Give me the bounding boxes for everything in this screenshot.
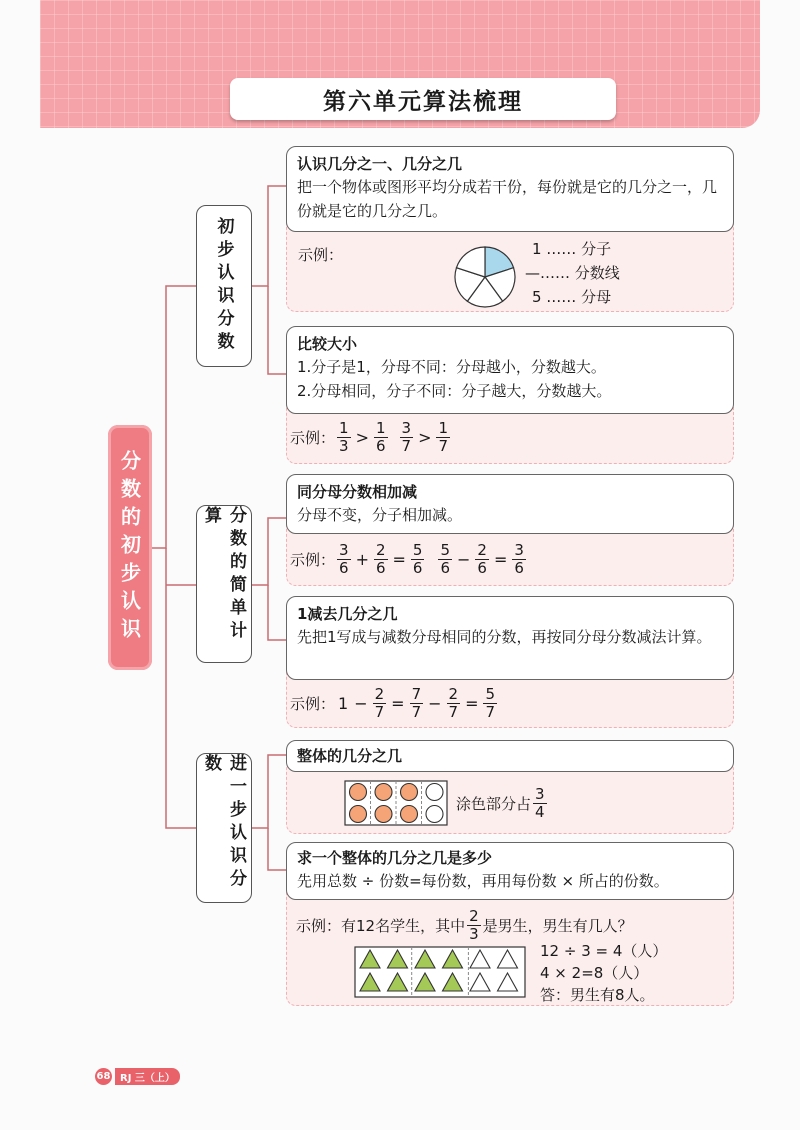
fraction: $\frac{7}{7}$ (411, 685, 422, 721)
card-2-line-1: 1.分子是1，分母不同：分母越小，分数越大。 (297, 358, 606, 376)
branch-node-1 (196, 205, 252, 367)
dot-circle (375, 806, 392, 823)
fraction: $\frac{1}{3}$ (339, 419, 349, 455)
dot-circle (350, 806, 367, 823)
answer-text: 答：男生有8人。 (540, 986, 655, 1004)
branch-node-2 (196, 505, 252, 663)
greater-than-sign: > (355, 428, 369, 447)
fraction: $\frac{3}{4}$ (535, 785, 545, 821)
denominator-label: 5 …… 分母 (532, 288, 612, 306)
example-4-expression (290, 686, 499, 721)
page-number: 68 (95, 1068, 112, 1085)
minus-sign: − (457, 550, 471, 569)
triangle-grid-diagram (354, 946, 526, 998)
calc-step-1: 12 ÷ 3 = 4（人） (540, 942, 668, 960)
root-node (108, 425, 152, 670)
fraction: $\frac{3}{7}$ (401, 419, 412, 455)
card-6-heading: 求一个整体的几分之几是多少 (297, 849, 493, 867)
fraction-line-label: —…… 分数线 (525, 264, 620, 282)
page-title: 第六单元算法梳理 (323, 88, 523, 115)
dot-circle (426, 784, 443, 801)
card-3-text: 分母不变，分子相加减。 (297, 506, 463, 524)
card-2-heading: 比较大小 (297, 335, 358, 353)
page-footer (95, 1068, 180, 1085)
pie-fraction-diagram (452, 244, 518, 310)
shaded-part-text: 涂色部分占 (456, 795, 532, 813)
example-2-expression (290, 420, 452, 455)
root-node-label: 分数的初步认识 (117, 449, 142, 646)
example-4-prefix: 示例： (290, 695, 336, 713)
number-one: 1 (338, 694, 349, 713)
fraction: $\frac{1}{6}$ (375, 419, 386, 455)
shaded-fraction-statement (456, 786, 549, 821)
concept-card-1 (286, 146, 734, 232)
equals-sign: = (391, 694, 405, 713)
concept-card-2 (286, 326, 734, 414)
concept-card-4 (286, 596, 734, 680)
fraction: $\frac{2}{3}$ (469, 907, 479, 943)
calc-step-2: 4 × 2=8（人） (540, 964, 649, 982)
fraction: $\frac{2}{7}$ (374, 685, 385, 721)
fraction: $\frac{3}{6}$ (339, 541, 349, 577)
dot-grid-diagram (344, 780, 448, 826)
fraction: $\frac{5}{6}$ (412, 541, 423, 577)
branch-node-3 (196, 753, 252, 903)
equals-sign: = (465, 694, 479, 713)
example-6-question-start: 示例：有12名学生，其中 (296, 917, 466, 935)
minus-sign: − (428, 694, 442, 713)
card-1-text: 把一个物体或图形平均分成若干份，每份就是它的几分之一，几份就是它的几分之几。 (297, 178, 718, 220)
branch-node-1-label: 初步认识分数 (213, 217, 234, 355)
book-label: RJ 三（上） (115, 1068, 180, 1085)
equals-sign: = (392, 550, 406, 569)
card-1-heading: 认识几分之一、几分之几 (297, 155, 463, 173)
concept-card-3 (286, 474, 734, 534)
branch-node-3-label: 进一步认识分数 (201, 754, 246, 892)
card-5-heading: 整体的几分之几 (297, 747, 403, 765)
minus-sign: − (354, 694, 368, 713)
branch-node-2-label: 分数的简单计算 (201, 506, 246, 644)
equals-sign: = (493, 550, 508, 569)
concept-card-6 (286, 842, 734, 900)
example-2-prefix: 示例： (290, 429, 336, 447)
fraction: $\frac{5}{7}$ (485, 685, 496, 721)
example-3-prefix: 示例： (290, 551, 336, 569)
fraction: $\frac{2}{6}$ (375, 541, 386, 577)
card-2-line-2: 2.分母相同，分子不同：分子越大，分数越大。 (297, 382, 612, 400)
dot-circle (401, 784, 418, 801)
fraction: $\frac{2}{6}$ (477, 541, 487, 577)
dot-circle (426, 806, 443, 823)
example-3-expression (290, 542, 528, 577)
fraction: $\frac{5}{6}$ (440, 541, 451, 577)
card-4-heading: 1减去几分之几 (297, 605, 398, 623)
fraction: $\frac{2}{7}$ (448, 685, 459, 721)
dot-circle (375, 784, 392, 801)
card-4-text: 先把1写成与减数分母相同的分数，再按同分母分数减法计算。 (297, 628, 712, 646)
dot-circle (350, 784, 367, 801)
example-1-prefix: 示例： (298, 246, 344, 264)
example-6-question (296, 908, 633, 943)
concept-card-5 (286, 740, 734, 772)
numerator-label: 1 …… 分子 (532, 240, 612, 258)
fraction: $\frac{1}{7}$ (438, 419, 449, 455)
example-6-question-end: 是男生，男生有几人？ (482, 917, 633, 935)
card-3-heading: 同分母分数相加减 (297, 483, 418, 501)
greater-than-sign: > (418, 428, 432, 447)
plus-sign: + (355, 550, 369, 569)
card-6-text: 先用总数 ÷ 份数=每份数，再用每份数 × 所占的份数。 (297, 872, 669, 890)
dot-circle (401, 806, 418, 823)
fraction: $\frac{3}{6}$ (514, 541, 524, 577)
